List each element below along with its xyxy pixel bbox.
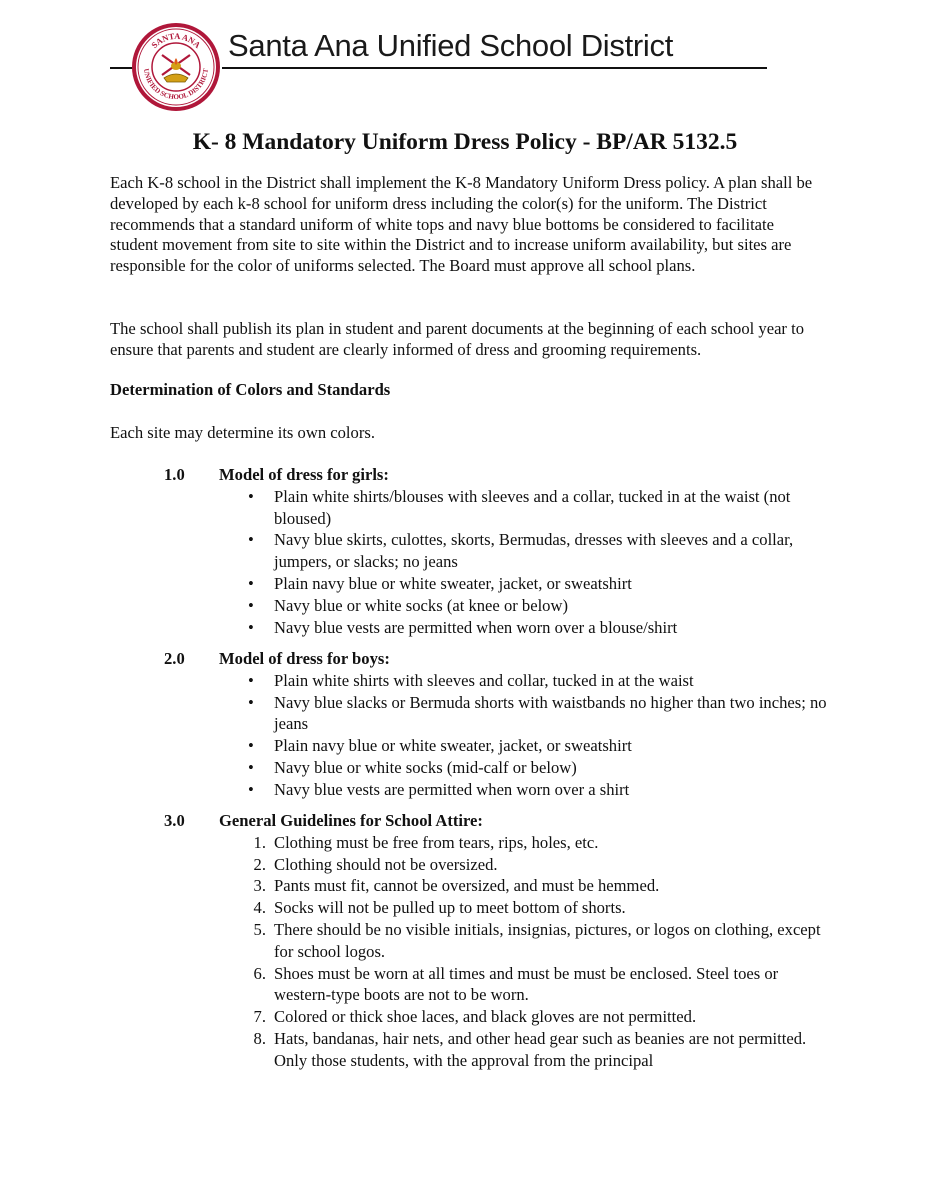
- section-number: 2.0: [164, 649, 185, 668]
- bullet-icon: •: [248, 530, 254, 550]
- list-number: 7.: [253, 1007, 266, 1027]
- list-item: 2. Clothing should not be oversized.: [274, 854, 829, 876]
- bullet-icon: •: [248, 692, 254, 712]
- letterhead: [0, 0, 930, 115]
- list-item: • Plain navy blue or white sweater, jacket, or sweatshirt: [248, 573, 632, 593]
- list-item: 7. Colored or thick shoe laces, and black gloves are not permitted.: [274, 1006, 829, 1028]
- bullet-icon: •: [248, 736, 254, 756]
- list-item: 5. There should be no visible initials, insignias, pictures, or logos on clothing, except for school logos.: [274, 919, 829, 963]
- list-item: • Navy blue slacks or Bermuda shorts with waistbands no higher than two inches; no jeans: [248, 692, 827, 734]
- section-title: Model of dress for girls:: [219, 465, 389, 484]
- list-number: 1.: [253, 832, 266, 852]
- girls-dress-list: [248, 486, 829, 639]
- list-number: 6.: [253, 963, 266, 983]
- list-item: • Plain navy blue or white sweater, jacket, or sweatshirt: [248, 736, 632, 756]
- bullet-icon: •: [248, 670, 254, 690]
- colors-heading: Determination of Colors and Standards: [110, 380, 391, 399]
- list-number: 4.: [253, 898, 266, 918]
- bullet-icon: •: [248, 757, 254, 777]
- document-title: K- 8 Mandatory Uniform Dress Policy - BP/AR 5132.5: [192, 129, 738, 155]
- list-number: 3.: [253, 876, 266, 896]
- bullet-icon: •: [248, 617, 254, 637]
- list-item: • Navy blue or white socks (mid-calf or below): [248, 757, 577, 777]
- list-item: • Navy blue skirts, culottes, skorts, Bermudas, dresses with sleeves and a collar, jumpers, or slacks; no jeans: [248, 530, 794, 572]
- header-rule-right: [222, 67, 767, 69]
- publish-paragraph: The school shall publish its plan in student and parent documents at the beginning of each school year to ensure that parents and student are clearly informed of dress and grooming requirements.: [110, 319, 805, 359]
- section-title: Model of dress for boys:: [219, 649, 390, 668]
- svg-text:SANTA ANA: SANTA ANA: [149, 30, 203, 50]
- intro-paragraph: Each K-8 school in the District shall implement the K-8 Mandatory Uniform Dress policy. A plan shall be developed by each k-8 school for uniform dress including the color(s) for the uniform. The District recommends that a standard uniform of white tops and navy blue bottoms be considered to facilitate student movement from site to site within the District and to increase uniform availability, but sites are responsible for the color of uniforms selected. The Board must approve all school plans.: [110, 173, 813, 276]
- section-title: General Guidelines for School Attire:: [219, 811, 483, 830]
- list-number: 5.: [253, 919, 266, 939]
- list-item: • Plain white shirts/blouses with sleeves and a collar, tucked in at the waist (not bloused): [248, 486, 791, 528]
- list-item: 1. Clothing must be free from tears, rips, holes, etc.: [274, 832, 829, 854]
- svg-text:UNIFIED SCHOOL DISTRICT: UNIFIED SCHOOL DISTRICT: [141, 68, 211, 102]
- list-item: • Navy blue vests are permitted when worn over a shirt: [248, 779, 630, 799]
- colors-paragraph: Each site may determine its own colors.: [110, 423, 375, 442]
- section-number: 3.0: [164, 811, 185, 830]
- list-number: 2.: [253, 854, 266, 874]
- bullet-icon: •: [248, 595, 254, 615]
- bullet-icon: •: [248, 486, 254, 506]
- section-number: 1.0: [164, 465, 185, 484]
- list-number: 8.: [253, 1028, 266, 1048]
- list-item: 8. Hats, bandanas, hair nets, and other head gear such as beanies are not permitted. Only those students, with the approval from the principal: [274, 1028, 829, 1072]
- bullet-icon: •: [248, 573, 254, 593]
- district-seal-icon: [131, 22, 221, 112]
- list-item: 3. Pants must fit, cannot be oversized, and must be hemmed.: [274, 875, 829, 897]
- general-guidelines-list: [253, 832, 829, 1072]
- list-item: • Plain white shirts with sleeves and collar, tucked in at the waist: [248, 670, 694, 690]
- district-name: Santa Ana Unified School District: [228, 28, 674, 63]
- list-item: • Navy blue or white socks (at knee or below): [248, 595, 568, 615]
- list-item: • Navy blue vests are permitted when worn over a blouse/shirt: [248, 617, 678, 637]
- boys-dress-list: [248, 670, 829, 801]
- bullet-icon: •: [248, 779, 254, 799]
- list-item: 6. Shoes must be worn at all times and must be must be enclosed. Steel toes or western-type boots are not to be worn.: [274, 963, 829, 1007]
- list-item: 4. Socks will not be pulled up to meet bottom of shorts.: [274, 897, 829, 919]
